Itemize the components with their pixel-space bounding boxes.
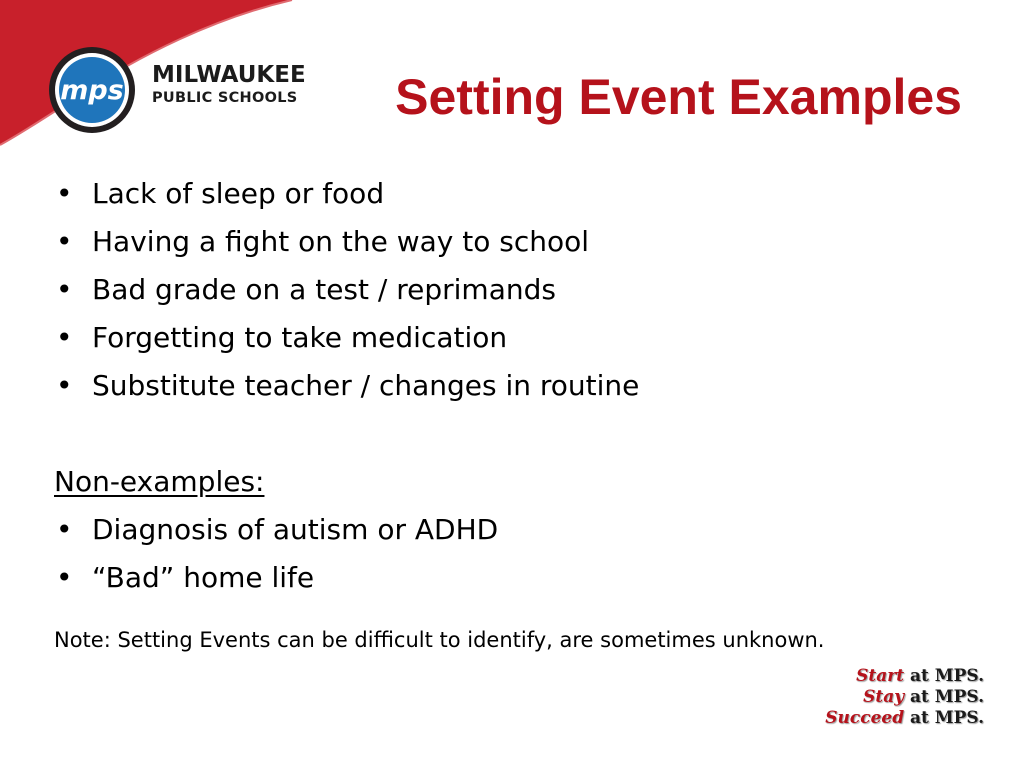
logo-name-line2: PUBLIC SCHOOLS: [152, 90, 298, 106]
list-item-text: Lack of sleep or food: [92, 177, 385, 210]
list-item-text: Bad grade on a test / reprimands: [92, 273, 556, 306]
bullet-icon: •: [56, 177, 73, 210]
mps-logo-icon: [48, 46, 136, 134]
list-item: [54, 554, 984, 602]
spacer: [54, 410, 984, 458]
logo-monogram: mps: [60, 75, 124, 106]
bullet-icon: •: [56, 273, 73, 306]
list-item: [54, 266, 984, 314]
bullet-icon: •: [56, 513, 73, 546]
tagline-accent: Start: [856, 666, 905, 686]
page-title: Setting Event Examples: [395, 69, 962, 125]
tagline-line: [825, 708, 984, 729]
list-item-text: Having a fight on the way to school: [92, 225, 590, 258]
tagline-rest: at MPS.: [904, 708, 984, 728]
tagline-line: [825, 666, 984, 687]
bullet-icon: •: [56, 225, 73, 258]
list-item-text: Substitute teacher / changes in routine: [92, 369, 640, 402]
tagline-accent: Succeed: [825, 708, 905, 728]
list-item: [54, 314, 984, 362]
list-item: [54, 170, 984, 218]
tagline-rest: at MPS.: [904, 687, 984, 707]
tagline-rest: at MPS.: [904, 666, 984, 686]
list-item: [54, 362, 984, 410]
tagline-accent: Stay: [863, 687, 905, 707]
bullet-icon: •: [56, 369, 73, 402]
list-item-text: Diagnosis of autism or ADHD: [92, 513, 499, 546]
tagline-line: [825, 687, 984, 708]
list-item-text: “Bad” home life: [92, 561, 315, 594]
non-examples-list: [54, 506, 984, 602]
non-examples-heading: Non-examples:: [54, 465, 265, 498]
note-text: Note: Setting Events can be difficult to identify, are sometimes unknown.: [54, 628, 825, 652]
logo-wordmark: [152, 64, 306, 106]
slide-content: [54, 170, 984, 654]
list-item-text: Forgetting to take medication: [92, 321, 508, 354]
list-item: [54, 506, 984, 554]
tagline: [825, 666, 984, 729]
examples-list: [54, 170, 984, 410]
bullet-icon: •: [56, 561, 73, 594]
logo-name-line1: MILWAUKEE: [152, 62, 306, 88]
list-item: [54, 218, 984, 266]
bullet-icon: •: [56, 321, 73, 354]
